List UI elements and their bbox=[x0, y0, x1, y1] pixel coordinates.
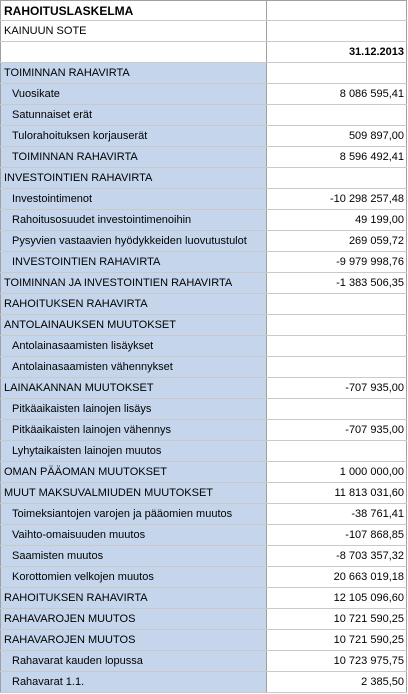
table-row bbox=[0, 546, 407, 567]
item-label[interactable]: Tulorahoituksen korjauserät bbox=[0, 126, 267, 146]
table-row bbox=[0, 588, 407, 609]
item-label[interactable]: INVESTOINTIEN RAHAVIRTA bbox=[0, 252, 267, 272]
section-label[interactable]: TOIMINNAN RAHAVIRTA bbox=[0, 63, 267, 83]
item-label[interactable]: Satunnaiset erät bbox=[0, 105, 267, 125]
table-row bbox=[0, 231, 407, 252]
row-value[interactable]: -8 703 357,32 bbox=[267, 546, 407, 566]
row-value[interactable] bbox=[267, 357, 407, 377]
table-row bbox=[0, 462, 407, 483]
row-value[interactable]: -1 383 506,35 bbox=[267, 273, 407, 293]
row-value[interactable]: 10 723 975,75 bbox=[267, 651, 407, 671]
row-value[interactable]: 12 105 096,60 bbox=[267, 588, 407, 608]
title-row bbox=[0, 0, 407, 21]
table-row bbox=[0, 189, 407, 210]
row-value[interactable] bbox=[267, 315, 407, 335]
table-row bbox=[0, 651, 407, 672]
date-header-label-cell[interactable] bbox=[0, 42, 267, 62]
item-label[interactable]: Pysyvien vastaavien hyödykkeiden luovutustulot bbox=[0, 231, 267, 251]
table-row bbox=[0, 252, 407, 273]
item-label[interactable]: Investointimenot bbox=[0, 189, 267, 209]
table-row bbox=[0, 273, 407, 294]
row-value[interactable]: 8 596 492,41 bbox=[267, 147, 407, 167]
item-label[interactable]: Korottomien velkojen muutos bbox=[0, 567, 267, 587]
item-label[interactable]: Saamisten muutos bbox=[0, 546, 267, 566]
item-label[interactable]: Toimeksiantojen varojen ja pääomien muutos bbox=[0, 504, 267, 524]
table-row bbox=[0, 525, 407, 546]
item-label[interactable]: Antolainasaamisten lisäykset bbox=[0, 336, 267, 356]
row-value[interactable]: 20 663 019,18 bbox=[267, 567, 407, 587]
item-label[interactable]: Pitkäaikaisten lainojen lisäys bbox=[0, 399, 267, 419]
row-value[interactable]: -9 979 998,76 bbox=[267, 252, 407, 272]
table-row bbox=[0, 147, 407, 168]
section-label[interactable]: RAHAVAROJEN MUUTOS bbox=[0, 609, 267, 629]
row-value[interactable] bbox=[267, 441, 407, 461]
table-row bbox=[0, 126, 407, 147]
table-row bbox=[0, 399, 407, 420]
item-label[interactable]: Antolainasaamisten vähennykset bbox=[0, 357, 267, 377]
organization-name[interactable]: KAINUUN SOTE bbox=[0, 21, 267, 41]
item-label[interactable]: Pitkäaikaisten lainojen vähennys bbox=[0, 420, 267, 440]
date-header[interactable]: 31.12.2013 bbox=[267, 42, 407, 62]
row-value[interactable]: 10 721 590,25 bbox=[267, 609, 407, 629]
item-label[interactable]: Rahavarat kauden lopussa bbox=[0, 651, 267, 671]
section-label[interactable]: RAHAVAROJEN MUUTOS bbox=[0, 630, 267, 650]
row-value[interactable] bbox=[267, 399, 407, 419]
item-label[interactable]: Rahavarat 1.1. bbox=[0, 672, 267, 692]
table-row bbox=[0, 336, 407, 357]
item-label[interactable]: Rahoitusosuudet investointimenoihin bbox=[0, 210, 267, 230]
row-value[interactable] bbox=[267, 168, 407, 188]
row-value[interactable]: -707 935,00 bbox=[267, 420, 407, 440]
table-row bbox=[0, 294, 407, 315]
table-row bbox=[0, 441, 407, 462]
title-row-value-cell[interactable] bbox=[267, 1, 407, 20]
section-label[interactable]: TOIMINNAN JA INVESTOINTIEN RAHAVIRTA bbox=[0, 273, 267, 293]
table-row bbox=[0, 210, 407, 231]
row-value[interactable] bbox=[267, 105, 407, 125]
row-value[interactable] bbox=[267, 336, 407, 356]
item-label[interactable]: TOIMINNAN RAHAVIRTA bbox=[0, 147, 267, 167]
section-label[interactable]: LAINAKANNAN MUUTOKSET bbox=[0, 378, 267, 398]
table-row bbox=[0, 672, 407, 693]
row-value[interactable] bbox=[267, 294, 407, 314]
table-row bbox=[0, 630, 407, 651]
table-row bbox=[0, 378, 407, 399]
table-row bbox=[0, 567, 407, 588]
table-row bbox=[0, 84, 407, 105]
table-row bbox=[0, 483, 407, 504]
row-value[interactable]: 49 199,00 bbox=[267, 210, 407, 230]
table-row bbox=[0, 63, 407, 84]
row-value[interactable]: -38 761,41 bbox=[267, 504, 407, 524]
row-value[interactable]: 269 059,72 bbox=[267, 231, 407, 251]
table-row bbox=[0, 315, 407, 336]
row-value[interactable]: 509 897,00 bbox=[267, 126, 407, 146]
row-value[interactable]: -707 935,00 bbox=[267, 378, 407, 398]
item-label[interactable]: Vaihto-omaisuuden muutos bbox=[0, 525, 267, 545]
item-label[interactable]: Lyhytaikaisten lainojen muutos bbox=[0, 441, 267, 461]
table-row bbox=[0, 168, 407, 189]
organization-row bbox=[0, 21, 407, 42]
row-value[interactable]: 11 813 031,60 bbox=[267, 483, 407, 503]
section-label[interactable]: INVESTOINTIEN RAHAVIRTA bbox=[0, 168, 267, 188]
table-row bbox=[0, 357, 407, 378]
table-row bbox=[0, 420, 407, 441]
row-value[interactable]: 2 385,50 bbox=[267, 672, 407, 692]
section-label[interactable]: ANTOLAINAUKSEN MUUTOKSET bbox=[0, 315, 267, 335]
section-label[interactable]: MUUT MAKSUVALMIUDEN MUUTOKSET bbox=[0, 483, 267, 503]
row-value[interactable]: 8 086 595,41 bbox=[267, 84, 407, 104]
statement-rows bbox=[0, 63, 407, 693]
row-value[interactable] bbox=[267, 63, 407, 83]
table-row bbox=[0, 105, 407, 126]
item-label[interactable]: Vuosikate bbox=[0, 84, 267, 104]
table-row bbox=[0, 504, 407, 525]
row-value[interactable]: 10 721 590,25 bbox=[267, 630, 407, 650]
row-value[interactable]: -10 298 257,48 bbox=[267, 189, 407, 209]
row-value[interactable]: 1 000 000,00 bbox=[267, 462, 407, 482]
section-label[interactable]: RAHOITUKSEN RAHAVIRTA bbox=[0, 294, 267, 314]
date-header-row bbox=[0, 42, 407, 63]
statement-title[interactable]: RAHOITUSLASKELMA bbox=[0, 1, 267, 20]
row-value[interactable]: -107 868,85 bbox=[267, 525, 407, 545]
organization-row-value-cell[interactable] bbox=[267, 21, 407, 41]
section-label[interactable]: OMAN PÄÄOMAN MUUTOKSET bbox=[0, 462, 267, 482]
table-row bbox=[0, 609, 407, 630]
section-label[interactable]: RAHOITUKSEN RAHAVIRTA bbox=[0, 588, 267, 608]
